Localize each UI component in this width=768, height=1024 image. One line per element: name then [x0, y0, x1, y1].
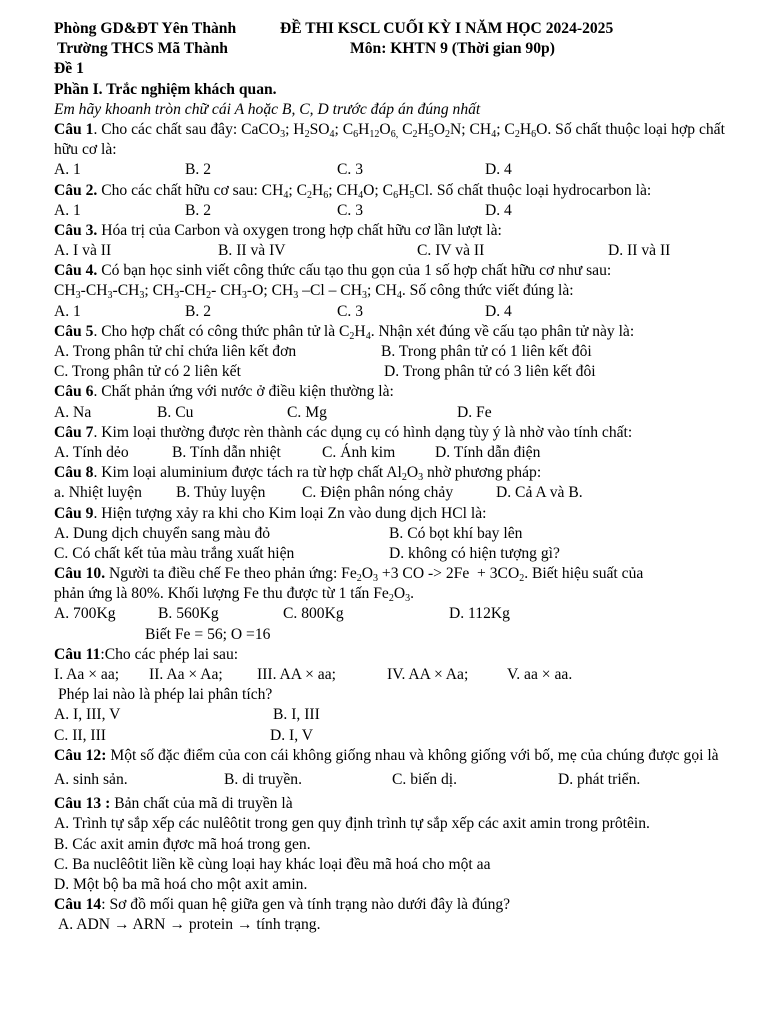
- header-line-2: [54, 39, 734, 59]
- q1-text: . Cho các chất sau đây: CaCO$_3$; $H_2SO_4$; $C_6H_{12}O_{6,}$ $C_2H_5O_2N$; $CH_4$; $C_2H_6O$. Số chất thuộc loại hợp chất hữu cơ là:: [54, 120, 725, 159]
- q11-option-d[interactable]: D. I, V: [270, 726, 314, 744]
- q10-option-b[interactable]: B. 560Kg: [158, 605, 219, 623]
- subject-line: Môn: KHTN 9 (Thời gian 90p): [350, 40, 555, 58]
- q3-option-c[interactable]: C. IV và II: [417, 242, 485, 260]
- q11-options-row-2: [54, 726, 734, 746]
- q14-label: Câu 14: [54, 896, 102, 914]
- q7-options: [54, 443, 734, 463]
- q11-option-a[interactable]: A. I, III, V: [54, 706, 121, 724]
- q12-label: Câu 12:: [54, 746, 107, 764]
- q7-option-b[interactable]: B. Tính dẫn nhiệt: [172, 443, 281, 461]
- q9-options-row-1: [54, 524, 734, 544]
- q1-option-c[interactable]: C. 3: [337, 161, 363, 179]
- question-7: [54, 423, 734, 443]
- q3-option-b[interactable]: B. II và IV: [218, 242, 286, 260]
- q10-option-a[interactable]: A. 700Kg: [54, 605, 116, 623]
- q4-option-c[interactable]: C. 3: [337, 302, 363, 320]
- q12-options: [54, 770, 734, 790]
- question-12: [54, 746, 734, 766]
- q14-option-a[interactable]: A. ADN → ARN → protein → tính trạng.: [58, 916, 321, 934]
- q10-options: [54, 604, 734, 624]
- q1-label: Câu 1: [54, 120, 94, 138]
- question-6: [54, 382, 734, 402]
- q1-option-a[interactable]: A. 1: [54, 161, 81, 179]
- q3-label: Câu 3.: [54, 221, 98, 239]
- q7-label: Câu 7: [54, 423, 94, 441]
- question-2: Câu 2. Cho các chất hữu cơ sau: $CH_4$; $C_2H_6$; $CH_4O$; $C_6H_5Cl$. Số chất thuộc loại hydrocarbon là:: [54, 181, 652, 201]
- q9-option-a[interactable]: A. Dung dịch chuyển sang màu đỏ: [54, 524, 271, 542]
- q14-options: [54, 915, 734, 935]
- q11-text: :Cho các phép lai sau:: [100, 645, 239, 663]
- exam-title: ĐỀ THI KSCL CUỐI KỲ I NĂM HỌC 2024-2025: [280, 20, 614, 37]
- q8-option-c[interactable]: C. Điện phân nóng chảy: [302, 484, 454, 502]
- q7-option-c[interactable]: C. Ánh kim: [322, 443, 396, 461]
- q4-option-d[interactable]: D. 4: [485, 302, 512, 320]
- q6-option-a[interactable]: A. Na: [54, 403, 92, 421]
- question-10: Câu 10. Người ta điều chế Fe theo phản ứng: $Fe_2O_3 +3$ CO -> $2Fe + 3CO_2$. Biết hiệu suất của: [54, 565, 644, 585]
- q12-option-b[interactable]: B. di truyền.: [224, 770, 302, 788]
- q6-option-b[interactable]: B. Cu: [157, 403, 194, 421]
- q7-option-a[interactable]: A. Tính dẻo: [54, 443, 129, 461]
- question-3: [54, 221, 734, 241]
- q9-text: . Hiện tượng xảy ra khi cho Kim loại Zn vào dung dịch HCl là:: [93, 504, 487, 522]
- question-5: Câu 5. Cho hợp chất có công thức phân tử là $C_2H_4$. Nhận xét đúng về cấu tạo phân tử này là:: [54, 322, 635, 342]
- q4-option-b[interactable]: B. 2: [185, 302, 211, 320]
- q11-option-c[interactable]: C. II, III: [54, 726, 106, 744]
- dept-name: Phòng GD&ĐT Yên Thành: [54, 20, 237, 37]
- q1-option-d[interactable]: D. 4: [485, 161, 512, 179]
- q11-label: Câu 11: [54, 645, 101, 663]
- q7-option-d[interactable]: D. Tính dẫn điện: [435, 443, 541, 461]
- question-8: Câu 8. Kim loại aluminium được tách ra từ hợp chất $Al_2O_3$ nhờ phương pháp:: [54, 464, 542, 484]
- q11-cross-5: V. aa × aa.: [507, 666, 573, 684]
- q13-option-c[interactable]: C. Ba nuclêôtit liền kề cùng loại hay khác loại đều mã hoá cho một aa: [54, 855, 491, 873]
- q5-option-c[interactable]: C. Trong phân tử có 2 liên kết: [54, 363, 241, 381]
- question-13: [54, 794, 734, 814]
- question-1: [54, 120, 734, 160]
- q2-options: [54, 201, 734, 221]
- q11-cross-3: III. AA × aa;: [257, 666, 336, 684]
- q1-options: [54, 160, 734, 180]
- q13-option-a[interactable]: A. Trình tự sắp xếp các nulêôtit trong gen quy định trình tự sắp xếp các axit amin trong prôtêin.: [54, 815, 650, 833]
- q9-label: Câu 9: [54, 504, 94, 522]
- q2-label: Câu 2.: [54, 181, 98, 199]
- q2-option-a[interactable]: A. 1: [54, 201, 81, 219]
- q11-options-row-1: [54, 705, 734, 725]
- q3-options: [54, 241, 734, 261]
- q6-option-c[interactable]: C. Mg: [287, 403, 327, 421]
- q6-options: [54, 403, 734, 423]
- q10-option-c[interactable]: C. 800Kg: [283, 605, 344, 623]
- school-name: Trường THCS Mã Thành: [57, 40, 228, 58]
- q5-option-b[interactable]: B. Trong phân tử có 1 liên kết đôi: [381, 343, 592, 361]
- instruction: Em hãy khoanh tròn chữ cái A hoặc B, C, D trước đáp án đúng nhất: [54, 100, 481, 118]
- exam-code: Đề 1: [54, 60, 84, 78]
- q6-option-d[interactable]: D. Fe: [457, 403, 492, 421]
- q3-text: Hóa trị của Carbon và oxygen trong hợp chất hữu cơ lần lượt là:: [101, 221, 502, 239]
- q2-option-c[interactable]: C. 3: [337, 201, 363, 219]
- q12-option-a[interactable]: A. sinh sản.: [54, 770, 128, 788]
- q7-text: . Kim loại thường được rèn thành các dụng cụ có hình dạng tùy ý là nhờ vào tính chất:: [93, 423, 633, 441]
- q9-option-d[interactable]: D. không có hiện tượng gì?: [389, 544, 560, 562]
- q2-option-d[interactable]: D. 4: [485, 201, 512, 219]
- header-line-1: [54, 19, 734, 39]
- q4-formulas: $CH_3-CH_3-CH_3$; $CH_3-CH_2-$ $CH_3-O$; $CH_3$ $-Cl - CH_3$; $CH_4$. Số công thức viết đúng là:: [54, 282, 574, 302]
- q9-options-row-2: [54, 544, 734, 564]
- q4-text: Có bạn học sinh viết công thức cấu tạo thu gọn của 1 số hợp chất hữu cơ như sau:: [101, 262, 612, 280]
- q14-text: : Sơ đồ mối quan hệ giữa gen và tính trạng nào dưới đây là đúng?: [101, 896, 511, 914]
- q9-option-c[interactable]: C. Có chất kết tủa màu trắng xuất hiện: [54, 544, 295, 562]
- q13-option-d[interactable]: D. Một bộ ba mã hoá cho một axit amin.: [54, 875, 308, 893]
- q2-option-b[interactable]: B. 2: [185, 201, 211, 219]
- q12-text: Một số đặc điểm của con cái không giống nhau và không giống với bố, mẹ của chúng được gọi là: [110, 746, 719, 764]
- q6-text: . Chất phản ứng với nước ở điều kiện thường là:: [93, 383, 394, 401]
- q8-option-a[interactable]: a. Nhiệt luyện: [54, 484, 142, 502]
- q8-option-b[interactable]: B. Thủy luyện: [176, 484, 266, 502]
- q13-text: Bản chất của mã di truyền là: [114, 795, 293, 813]
- q11-option-b[interactable]: B. I, III: [273, 706, 320, 724]
- question-14: [54, 895, 734, 915]
- q10-label: Câu 10.: [54, 565, 106, 583]
- q10-option-d[interactable]: D. 112Kg: [449, 605, 510, 623]
- q1-option-b[interactable]: B. 2: [185, 161, 211, 179]
- q11-question: Phép lai nào là phép lai phân tích?: [58, 686, 273, 704]
- q3-option-a[interactable]: A. I và II: [54, 242, 112, 260]
- q4-label: Câu 4.: [54, 262, 98, 280]
- q8-options: [54, 483, 734, 503]
- question-9: [54, 504, 734, 524]
- q11-cross-1: I. Aa × aa;: [54, 666, 120, 684]
- q11-crosses: [54, 665, 734, 685]
- q11-question-row: [54, 685, 734, 705]
- question-4: [54, 261, 734, 281]
- q6-label: Câu 6: [54, 383, 94, 401]
- q3-option-d[interactable]: D. II và II: [608, 242, 671, 260]
- q5-options-row-2: [54, 362, 734, 382]
- q10-note: Biết Fe = 56; O =16: [145, 625, 271, 643]
- q5-option-d[interactable]: D. Trong phân tử có 3 liên kết đôi: [384, 363, 596, 381]
- q12-option-c[interactable]: C. biến dị.: [392, 770, 457, 788]
- q9-option-b[interactable]: B. Có bọt khí bay lên: [389, 524, 523, 542]
- q2-text: Số chất thuộc loại hydrocarbon là:: [436, 181, 652, 199]
- q11-cross-4: IV. AA × Aa;: [387, 666, 469, 684]
- q4-option-a[interactable]: A. 1: [54, 302, 81, 320]
- question-11: [54, 645, 734, 665]
- q12-option-d[interactable]: D. phát triển.: [558, 770, 641, 788]
- q8-option-d[interactable]: D. Cả A và B.: [496, 484, 583, 502]
- q10-text: phản ứng là 80%. Khối lượng Fe thu được từ 1 tấn Fe: [54, 585, 389, 603]
- q4-options: [54, 302, 734, 322]
- q5-option-a[interactable]: A. Trong phân tử chỉ chứa liên kết đơn: [54, 343, 297, 361]
- q13-option-b[interactable]: B. Các axit amin đựơc mã hoá trong gen.: [54, 835, 311, 853]
- q5-options-row-1: [54, 342, 734, 362]
- q5-label: Câu 5: [54, 322, 94, 340]
- q8-label: Câu 8: [54, 464, 94, 482]
- q10-note-row: [54, 625, 734, 645]
- q10-line-2: phản ứng là 80%. Khối lượng Fe thu được từ 1 tấn $Fe_2O_3$.: [54, 585, 415, 605]
- part-title: Phần I. Trắc nghiệm khách quan.: [54, 80, 277, 98]
- q13-label: Câu 13 :: [54, 795, 111, 813]
- q11-cross-2: II. Aa × Aa;: [149, 666, 223, 684]
